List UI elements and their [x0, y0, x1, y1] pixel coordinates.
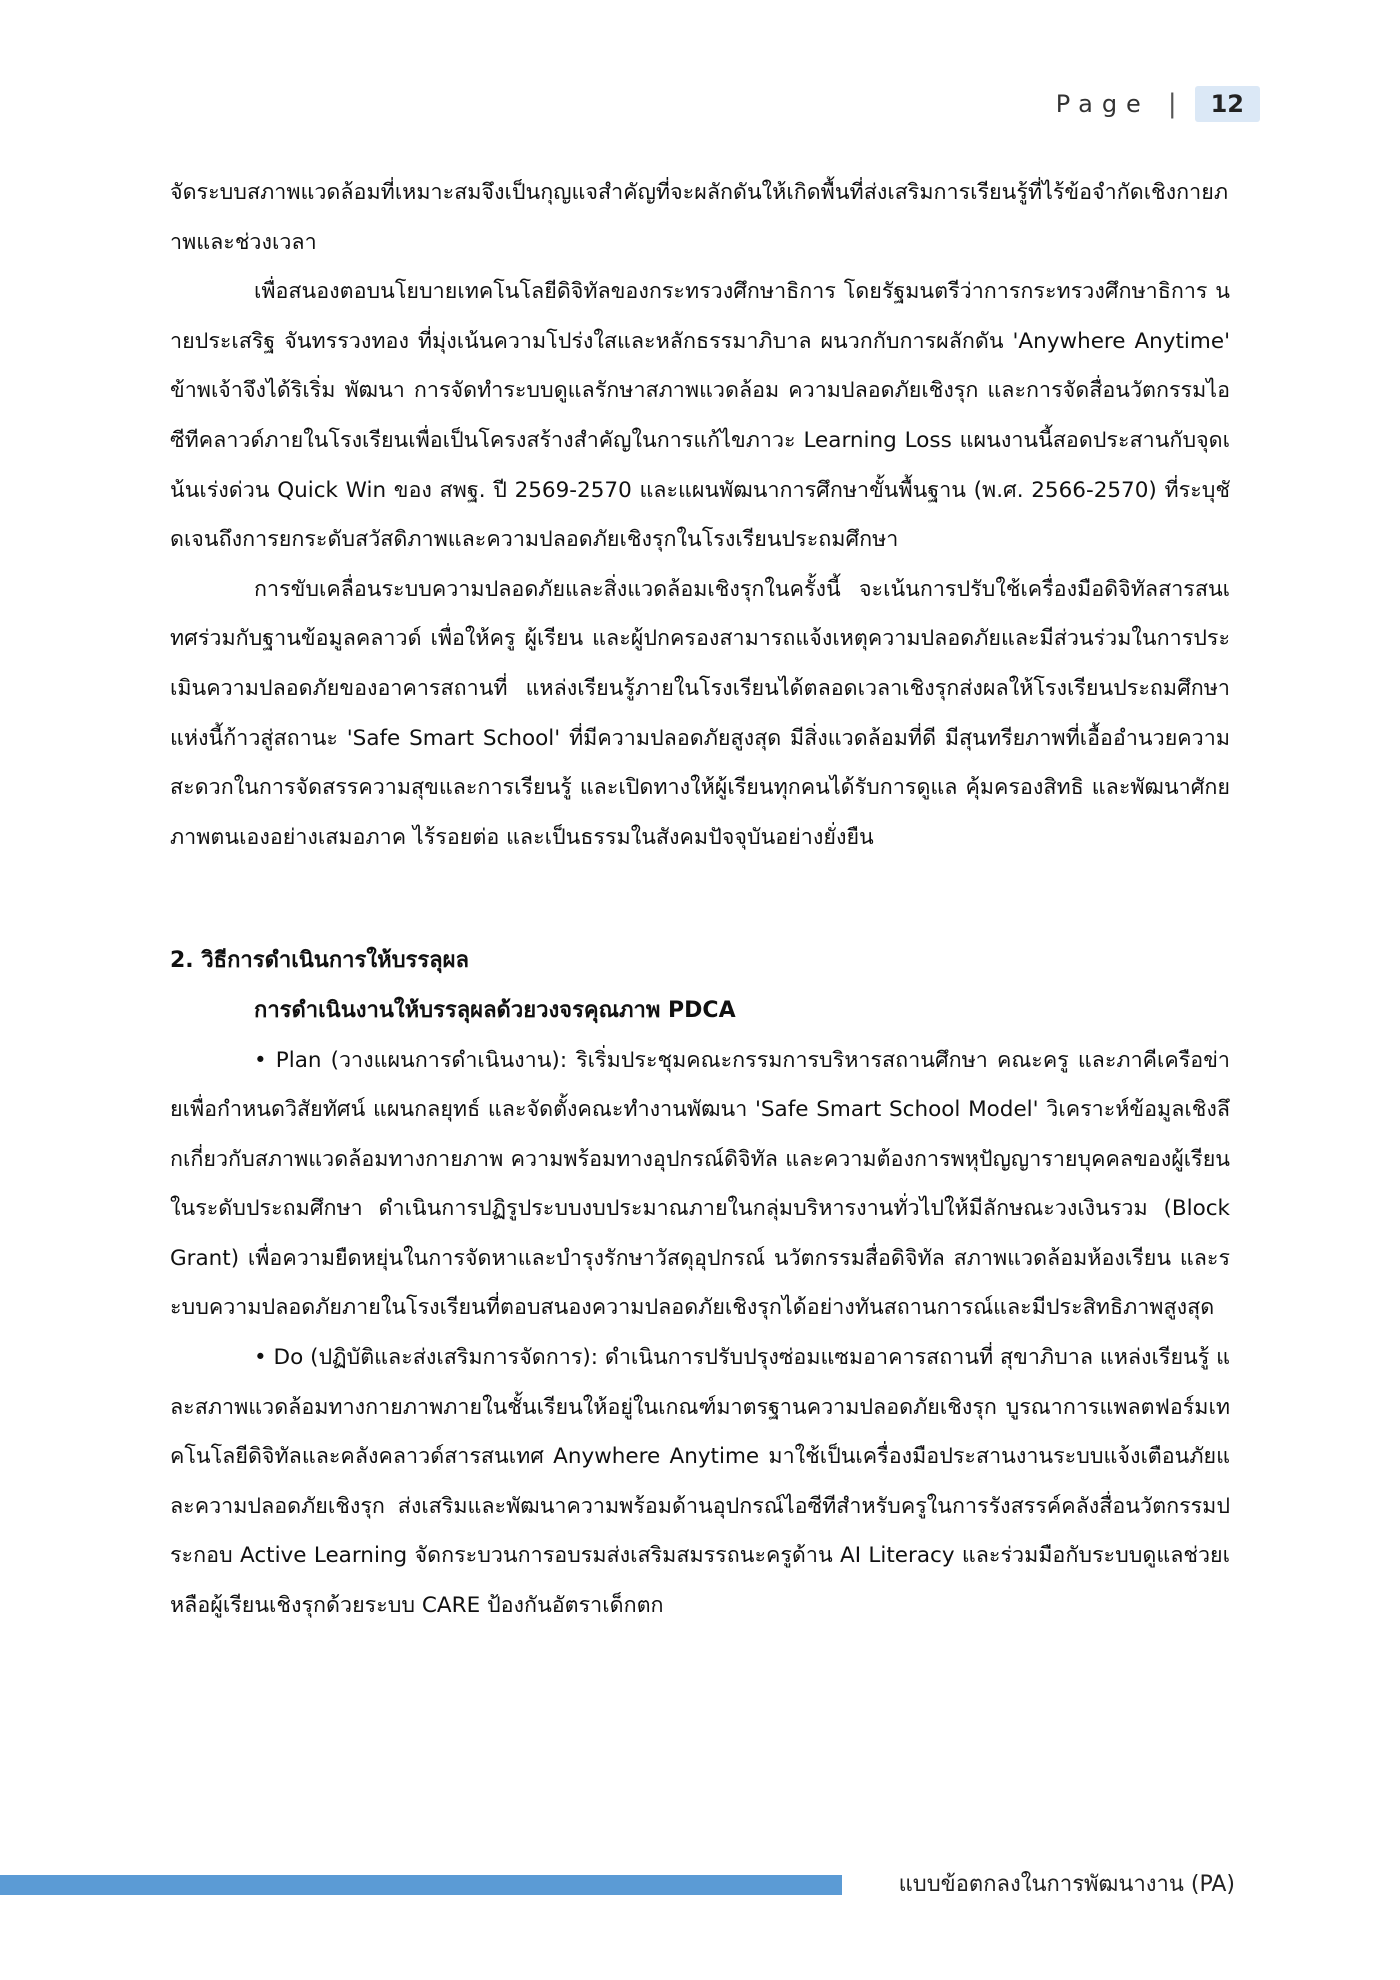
page-separator: | [1167, 89, 1177, 119]
page-header [1056, 86, 1260, 122]
page-label: Page [1055, 90, 1150, 118]
paragraph-continuation: จัดระบบสภาพแวดล้อมที่เหมาะสมจึงเป็นกุญแจสำคัญที่จะผลักดันให้เกิดพื้นที่ส่งเสริมการเรียนรู้ที่ไร้ข้อจำกัดเชิงกายภาพและช่วงเวลา [170, 180, 1228, 255]
footer-title: แบบข้อตกลงในการพัฒนางาน (PA) [898, 1872, 1235, 1897]
document-body [170, 168, 1230, 1631]
do-item: • Do (ปฏิบัติและส่งเสริมการจัดการ): ดำเนินการปรับปรุงซ่อมแซมอาคารสถานที่ สุขาภิบาล แหล่งเรียนรู้ และสภาพแวดล้อมทางกายภาพภายในชั้นเรียนให้อยู่ในเกณฑ์มาตรฐานความปลอดภัยเชิงรุก บูรณาการแพลตฟอร์มเทคโนโลยีดิจิทัลและคลังคลาวด์สารสนเทศ Anywhere Anytime มาใช้เป็นเครื่องมือประสานงานระบบแจ้งเตือนภัยและความปลอดภัยเชิงรุก ส่งเสริมและพัฒนาความพร้อมด้านอุปกรณ์ไอซีทีสำหรับครูในการรังสรรค์คลังสื่อนวัตกรรมประกอบ Active Learning จัดกระบวนการอบรมส่งเสริมสมรรถนะครูด้าน AI Literacy และร่วมมือกับระบบดูแลช่วยเหลือผู้เรียนเชิงรุกด้วยระบบ CARE ป้องกันอัตราเด็กตก [170, 1345, 1230, 1619]
paragraph-safety-system: การขับเคลื่อนระบบความปลอดภัยและสิ่งแวดล้อมเชิงรุกในครั้งนี้ จะเน้นการปรับใช้เครื่องมือดิจิทัลสารสนเทศร่วมกับฐานข้อมูลคลาวด์ เพื่อให้ครู ผู้เรียน และผู้ปกครองสามารถแจ้งเหตุความปลอดภัยและมีส่วนร่วมในการประเมินความปลอดภัยของอาคารสถานที่ แหล่งเรียนรู้ภายในโรงเรียนได้ตลอดเวลาเชิงรุกส่งผลให้โรงเรียนประถมศึกษาแห่งนี้ก้าวสู่สถานะ 'Safe Smart School' ที่มีความปลอดภัยสูงสุด มีสิ่งแวดล้อมที่ดี มีสุนทรียภาพที่เอื้ออำนวยความสะดวกในการจัดสรรความสุขและการเรียนรู้ และเปิดทางให้ผู้เรียนทุกคนได้รับการดูแล คุ้มครองสิทธิ และพัฒนาศักยภาพตนเองอย่างเสมอภาค ไร้รอยต่อ และเป็นธรรมในสังคมปัจจุบันอย่างยั่งยืน [170, 576, 1230, 850]
plan-item: • Plan (วางแผนการดำเนินงาน): ริเริ่มประชุมคณะกรรมการบริหารสถานศึกษา คณะครู และภาคีเครือข่ายเพื่อกำหนดวิสัยทัศน์ แผนกลยุทธ์ และจัดตั้งคณะทำงานพัฒนา 'Safe Smart School Model' วิเคราะห์ข้อมูลเชิงลึกเกี่ยวกับสภาพแวดล้อมทางกายภาพ ความพร้อมทางอุปกรณ์ดิจิทัล และความต้องการพหุปัญญารายบุคคลของผู้เรียนในระดับประถมศึกษา ดำเนินการปฏิรูประบบงบประมาณภายในกลุ่มบริหารงานทั่วไปให้มีลักษณะวงเงินรวม (Block Grant) เพื่อความยืดหยุ่นในการจัดหาและบำรุงรักษาวัสดุอุปกรณ์ นวัตกรรมสื่อดิจิทัล สภาพแวดล้อมห้องเรียน และระบบความปลอดภัยภายในโรงเรียนที่ตอบสนองความปลอดภัยเชิงรุกได้อย่างทันสถานการณ์และมีประสิทธิภาพสูงสุด [170, 1047, 1230, 1321]
page-number: 12 [1195, 86, 1260, 122]
paragraph-policy: เพื่อสนองตอบนโยบายเทคโนโลยีดิจิทัลของกระทรวงศึกษาธิการ โดยรัฐมนตรีว่าการกระทรวงศึกษาธิการ นายประเสริฐ จันทรรวงทอง ที่มุ่งเน้นความโปร่งใสและหลักธรรมาภิบาล ผนวกกับการผลักดัน 'Anywhere Anytime' ข้าพเจ้าจึงได้ริเริ่ม พัฒนา การจัดทำระบบดูแลรักษาสภาพแวดล้อม ความปลอดภัยเชิงรุก และการจัดสื่อนวัตกรรมไอซีทีคลาวด์ภายในโรงเรียนเพื่อเป็นโครงสร้างสำคัญในการแก้ไขภาวะ Learning Loss แผนงานนี้สอดประสานกับจุดเน้นเร่งด่วน Quick Win ของ สพฐ. ปี 2569-2570 และแผนพัฒนาการศึกษาขั้นพื้นฐาน (พ.ศ. 2566-2570) ที่ระบุชัดเจนถึงการยกระดับสวัสดิภาพและความปลอดภัยเชิงรุกในโรงเรียนประถมศึกษา [170, 279, 1230, 553]
section-heading: 2. วิธีการดำเนินการให้บรรลุผล [170, 948, 470, 974]
pdca-subheading: การดำเนินงานให้บรรลุผลด้วยวงจรคุณภาพ PDCA [254, 997, 736, 1023]
footer-accent-bar [0, 1875, 842, 1895]
